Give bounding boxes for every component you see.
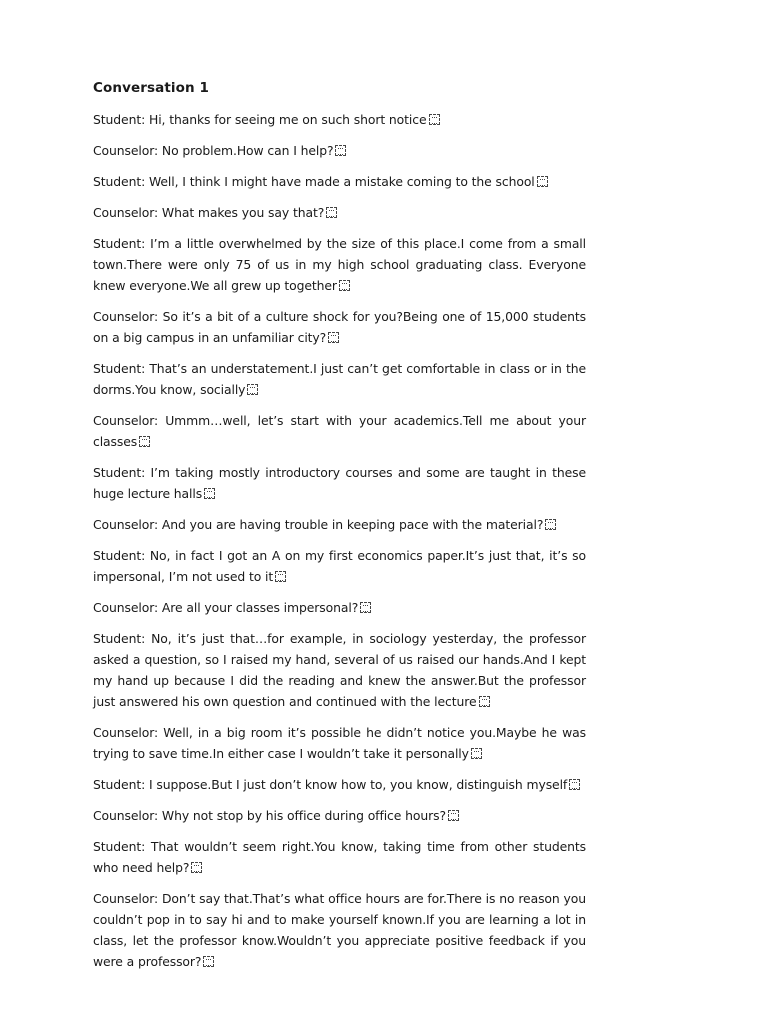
line-break-marker-icon bbox=[191, 862, 202, 873]
dialogue-line: Counselor: No problem.How can I help? bbox=[93, 140, 586, 161]
dialogue-line: Counselor: Don’t say that.That’s what office hours are for.There is no reason you couldn’t pop in to say hi and to make yourself known.If you are learning a lot in class, let the professor know.Wouldn’t you appreciate positive feedback if you were a professor? bbox=[93, 891, 586, 969]
line-break-marker-icon bbox=[204, 488, 215, 499]
dialogue-line: Student: Hi, thanks for seeing me on such short notice bbox=[93, 109, 586, 130]
dialogue-line: Student: Well, I think I might have made a mistake coming to the school bbox=[93, 171, 586, 192]
line-break-marker-icon bbox=[335, 145, 346, 156]
dialogue-line: Student: That wouldn’t seem right.You know, taking time from other students who need help? bbox=[93, 839, 586, 875]
line-break-marker-icon bbox=[339, 280, 350, 291]
dialogue-line: Counselor: Are all your classes impersonal? bbox=[93, 597, 586, 618]
line-break-marker-icon bbox=[139, 436, 150, 447]
line-break-marker-icon bbox=[275, 571, 286, 582]
document-page bbox=[93, 78, 586, 982]
dialogue-line: Counselor: What makes you say that? bbox=[93, 202, 586, 223]
line-break-marker-icon bbox=[203, 956, 214, 967]
line-break-marker-icon bbox=[429, 114, 440, 125]
dialogue-line: Counselor: And you are having trouble in keeping pace with the material? bbox=[93, 514, 586, 535]
dialogue-line: Student: No, it’s just that…for example, in sociology yesterday, the professor asked a question, so I raised my hand, several of us raised our hands.And I kept my hand up because I did the reading and knew the answer.But the professor just answered his own question and continued with the lecture bbox=[93, 631, 586, 709]
dialogue-line: Counselor: So it’s a bit of a culture shock for you?Being one of 15,000 students on a big campus in an unfamiliar city? bbox=[93, 309, 586, 345]
line-break-marker-icon bbox=[448, 810, 459, 821]
dialogue-line: Student: No, in fact I got an A on my first economics paper.It’s just that, it’s so impersonal, I’m not used to it bbox=[93, 548, 586, 584]
dialogue-line: Student: That’s an understatement.I just can’t get comfortable in class or in the dorms.You know, socially bbox=[93, 361, 586, 397]
dialogue-line: Counselor: Ummm…well, let’s start with your academics.Tell me about your classes bbox=[93, 413, 586, 449]
document-title: Conversation 1 bbox=[93, 80, 210, 96]
dialogue-line: Student: I’m taking mostly introductory courses and some are taught in these huge lecture halls bbox=[93, 465, 586, 501]
line-break-marker-icon bbox=[326, 207, 337, 218]
dialogue-line: Counselor: Well, in a big room it’s possible he didn’t notice you.Maybe he was trying to save time.In either case I wouldn’t take it personally bbox=[93, 725, 586, 761]
line-break-marker-icon bbox=[545, 519, 556, 530]
line-break-marker-icon bbox=[471, 748, 482, 759]
line-break-marker-icon bbox=[328, 332, 339, 343]
dialogue-line: Student: I’m a little overwhelmed by the size of this place.I come from a small town.There were only 75 of us in my high school graduating class. Everyone knew everyone.We all grew up together bbox=[93, 236, 586, 293]
line-break-marker-icon bbox=[247, 384, 258, 395]
line-break-marker-icon bbox=[569, 779, 580, 790]
dialogue-line: Student: I suppose.But I just don’t know how to, you know, distinguish myself bbox=[93, 774, 586, 795]
line-break-marker-icon bbox=[360, 602, 371, 613]
line-break-marker-icon bbox=[479, 696, 490, 707]
dialogue-line: Counselor: Why not stop by his office during office hours? bbox=[93, 805, 586, 826]
line-break-marker-icon bbox=[537, 176, 548, 187]
